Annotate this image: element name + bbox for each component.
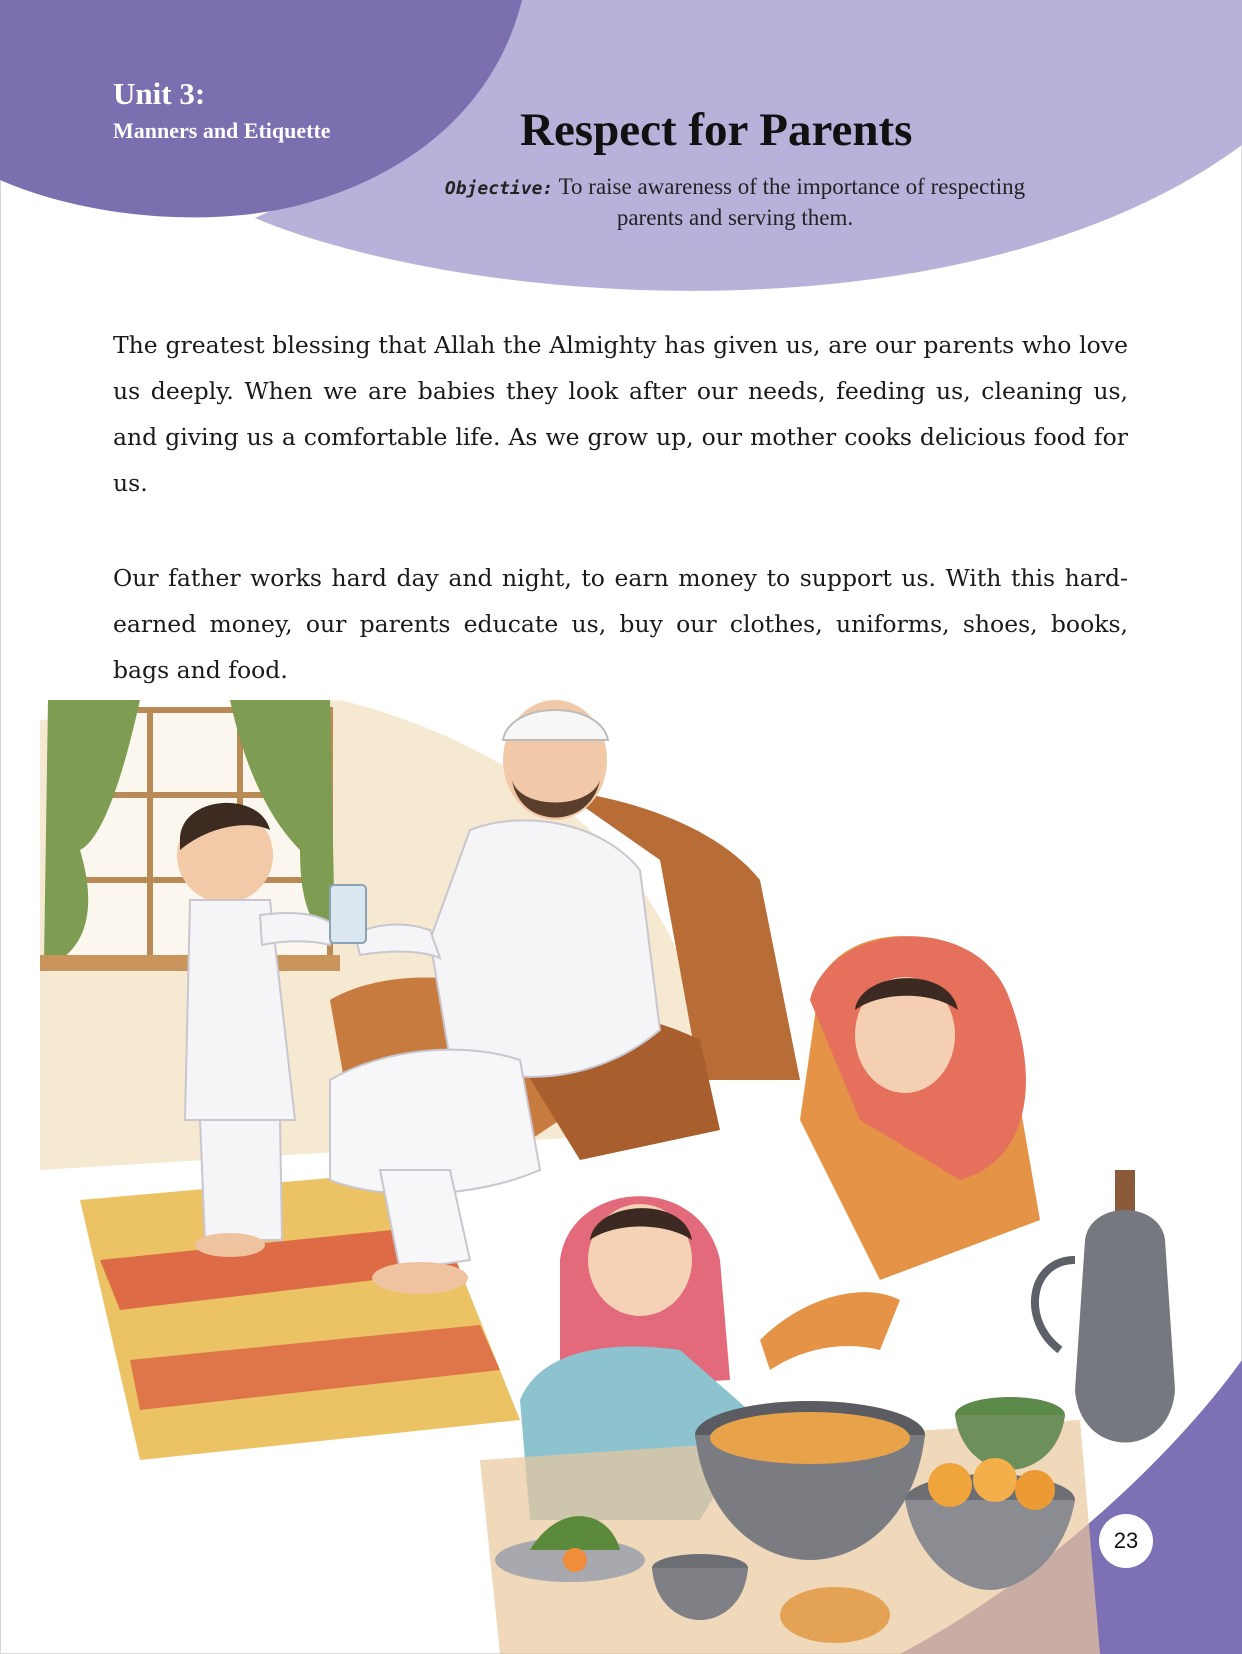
page-number: 23 [1099, 1514, 1153, 1568]
objective-text: To raise awareness of the importance of respecting parents and serving them. [553, 174, 1026, 230]
chicken-piece [780, 1587, 890, 1643]
mother-figure [760, 936, 1040, 1370]
paragraph-2: Our father works hard day and night, to earn money to support us. With this hard-earned money, our parents educate us, buy our clothes, uniforms, shoes, books, bags and food. [113, 564, 1128, 684]
water-glass [330, 885, 366, 943]
paragraph-1: The greatest blessing that Allah the Almighty has given us, are our parents who love us deeply. When we are babies they look after our needs, feeding us, cleaning us, and giving us a comfortable life. As we grow up, our mother cooks delicious food for us. [113, 331, 1128, 497]
unit-label: Unit 3: [113, 76, 206, 111]
objective [440, 172, 1030, 232]
objective-label: Objective: [444, 178, 554, 199]
unit-name: Manners and Etiquette [113, 118, 331, 143]
family-illustration [0, 700, 1242, 1654]
pitcher [1035, 1170, 1175, 1443]
page-title: Respect for Parents [520, 104, 913, 156]
